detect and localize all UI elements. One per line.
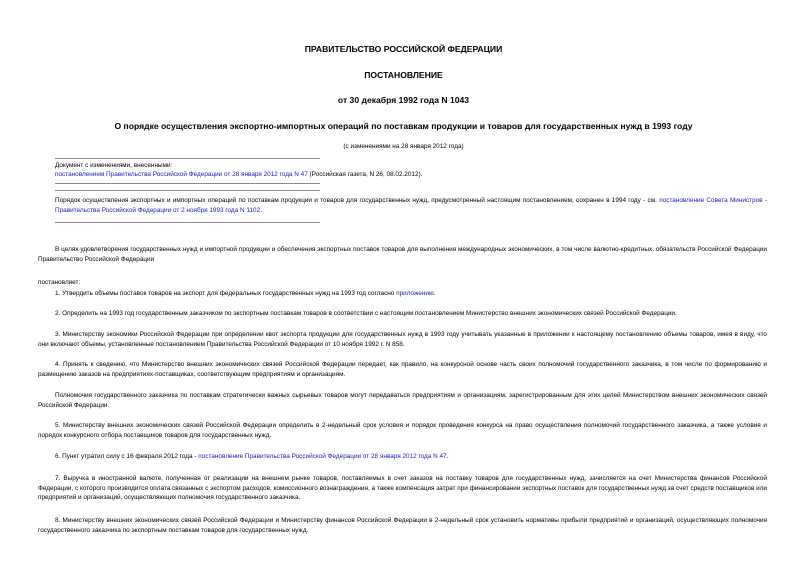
appendix-link[interactable]: приложению: [396, 290, 434, 297]
government-name: ПРАВИТЕЛЬСТВО РОССИЙСКОЙ ФЕДЕРАЦИИ: [304, 44, 503, 54]
changes-line: [55, 170, 422, 180]
paragraph-4-continued: Полномочия государственного заказчика по поставкам стратегически важных сырьевых товаров могут передаваться предприятиям и организациям, зарегистрированным для этих целей Министерством внешних экономических связей Российской Федерации.: [38, 392, 767, 409]
paragraph-2: 2. Определить на 1993 год государственным заказчиком по экспортным поставкам товаров в соответствии с настоящим постановлением Министерство внешних экономических связей Российской Федерации.: [55, 310, 677, 317]
paragraph-4: 4. Принять к сведению, что Министерство внешних экономических связей Российской Федерации передает, как правило, на конкурсной основе часть своих полномочий государственного заказчика, в том числе по формированию и размещению заказов на предприятиях-поставщиках, соответствующим предприятиям и организациям.: [38, 361, 767, 378]
amendments-note: (с изменениями на 28 января 2012 года): [343, 143, 464, 150]
paragraph-6: 6. Пункт утратил силу с 16 февраля 2012 года - постановление Правительства Российской Федерации от 28 января 2012 года N 47.: [55, 453, 449, 460]
changes-caption: Документ с изменениями, внесенными:: [55, 162, 173, 169]
note-top-divider: [55, 190, 320, 191]
paragraph-8: 8. Министерству внешних экономических связей Российской Федерации и Министерству финансов Российской Федерации в 2-недельный срок установить нормативы прибыли предприятий и организаций, осуществляющих полномочия государственного заказчика по экспортным поставкам товаров для государственных нужд.: [38, 517, 767, 534]
changes-top-divider: [55, 158, 320, 159]
paragraph-1: 1. Утвердить объемы поставок товаров на экспорт для федеральных государственных нужд на 1993 год согласно приложению.: [55, 290, 436, 297]
paragraph-5: 5. Министерству внешних экономических связей Российской Федерации определить в 2-недельный срок условия и порядок проведения конкурса на право осуществления полномочий государственного заказчика, а также условия и порядок конкурсного отбора поставщиков товаров для государственных нужд.: [38, 422, 767, 439]
note-text: Порядок осуществления экспортных и импортных операций по поставкам продукции и товаров для государственных нужд, предусмотренный настоящим постановлением, сохранен в 1994 году - см.: [55, 197, 660, 204]
changes-source: (Российская газета, N 26, 08.02.2012).: [307, 171, 423, 178]
note-paragraph: Порядок осуществления экспортных и импортных операций по поставкам продукции и товаров для государственных нужд, предусмотренный настоящим постановлением, сохранен в 1994 году - см. постановление Совета Министров - Правительства Российской Федерации от 2 ноября 1993 года N 1102.: [55, 197, 768, 214]
changes-bottom-divider: [55, 183, 320, 184]
amendment-link[interactable]: постановлением Правительства Российской Федерации от 28 января 2012 года N 47: [55, 171, 308, 178]
decides-label: постановляет:: [38, 279, 81, 286]
preamble-paragraph: В целях удовлетворения государственных нужд и импортной продукции и обеспечения экспортных поставок товаров для выполнения международных экономических, в том числе валютно-кредитных, обязательств Российской Федерации Правительство Российской Федерации: [38, 246, 767, 263]
document-type: ПОСТАНОВЛЕНИЕ: [364, 70, 443, 80]
document-date-number: от 30 декабря 1992 года N 1043: [337, 95, 470, 105]
paragraph-7: 7. Выручка в иностранной валюте, полученная от реализации на внешнем рынке товаров, поставляемых в счет заказов на поставку товаров для государственных нужд, зачисляется на счет Министерства финансов Российской Федерации, с которого производится оплата связанных с экспортом расходов, комиссионного вознаграждения, а также компенсация затрат при финансировании экспортных поставок для государственных нужд за счет средств поставщиков или предприятий и организаций, осуществляющих полномочия государственного заказчика.: [38, 475, 767, 502]
resolution-1102-link[interactable]: постановление Совета Министров - Правительства Российской Федерации от 2 ноября 1993 года N 1102: [55, 197, 768, 214]
resolution-47-link[interactable]: постановление Правительства Российской Федерации от 28 января 2012 года N 47: [198, 453, 447, 460]
document-title: О порядке осуществления экспортно-импортных операций по поставкам продукции и товаров для государственных нужд в 1993 году: [114, 121, 693, 131]
note-bottom-divider: [55, 222, 320, 223]
paragraph-3: 3. Министерству экономики Российской Федерации при определении квот экспорта продукции для государственных нужд в 1993 году учитывать указанные в приложении к настоящему постановлению объемы товаров, имея в виду, что они включают объемы, установленные постановлением Правительства Российской Федерации от 10 ноября 1992 г. N 858.: [38, 331, 767, 348]
